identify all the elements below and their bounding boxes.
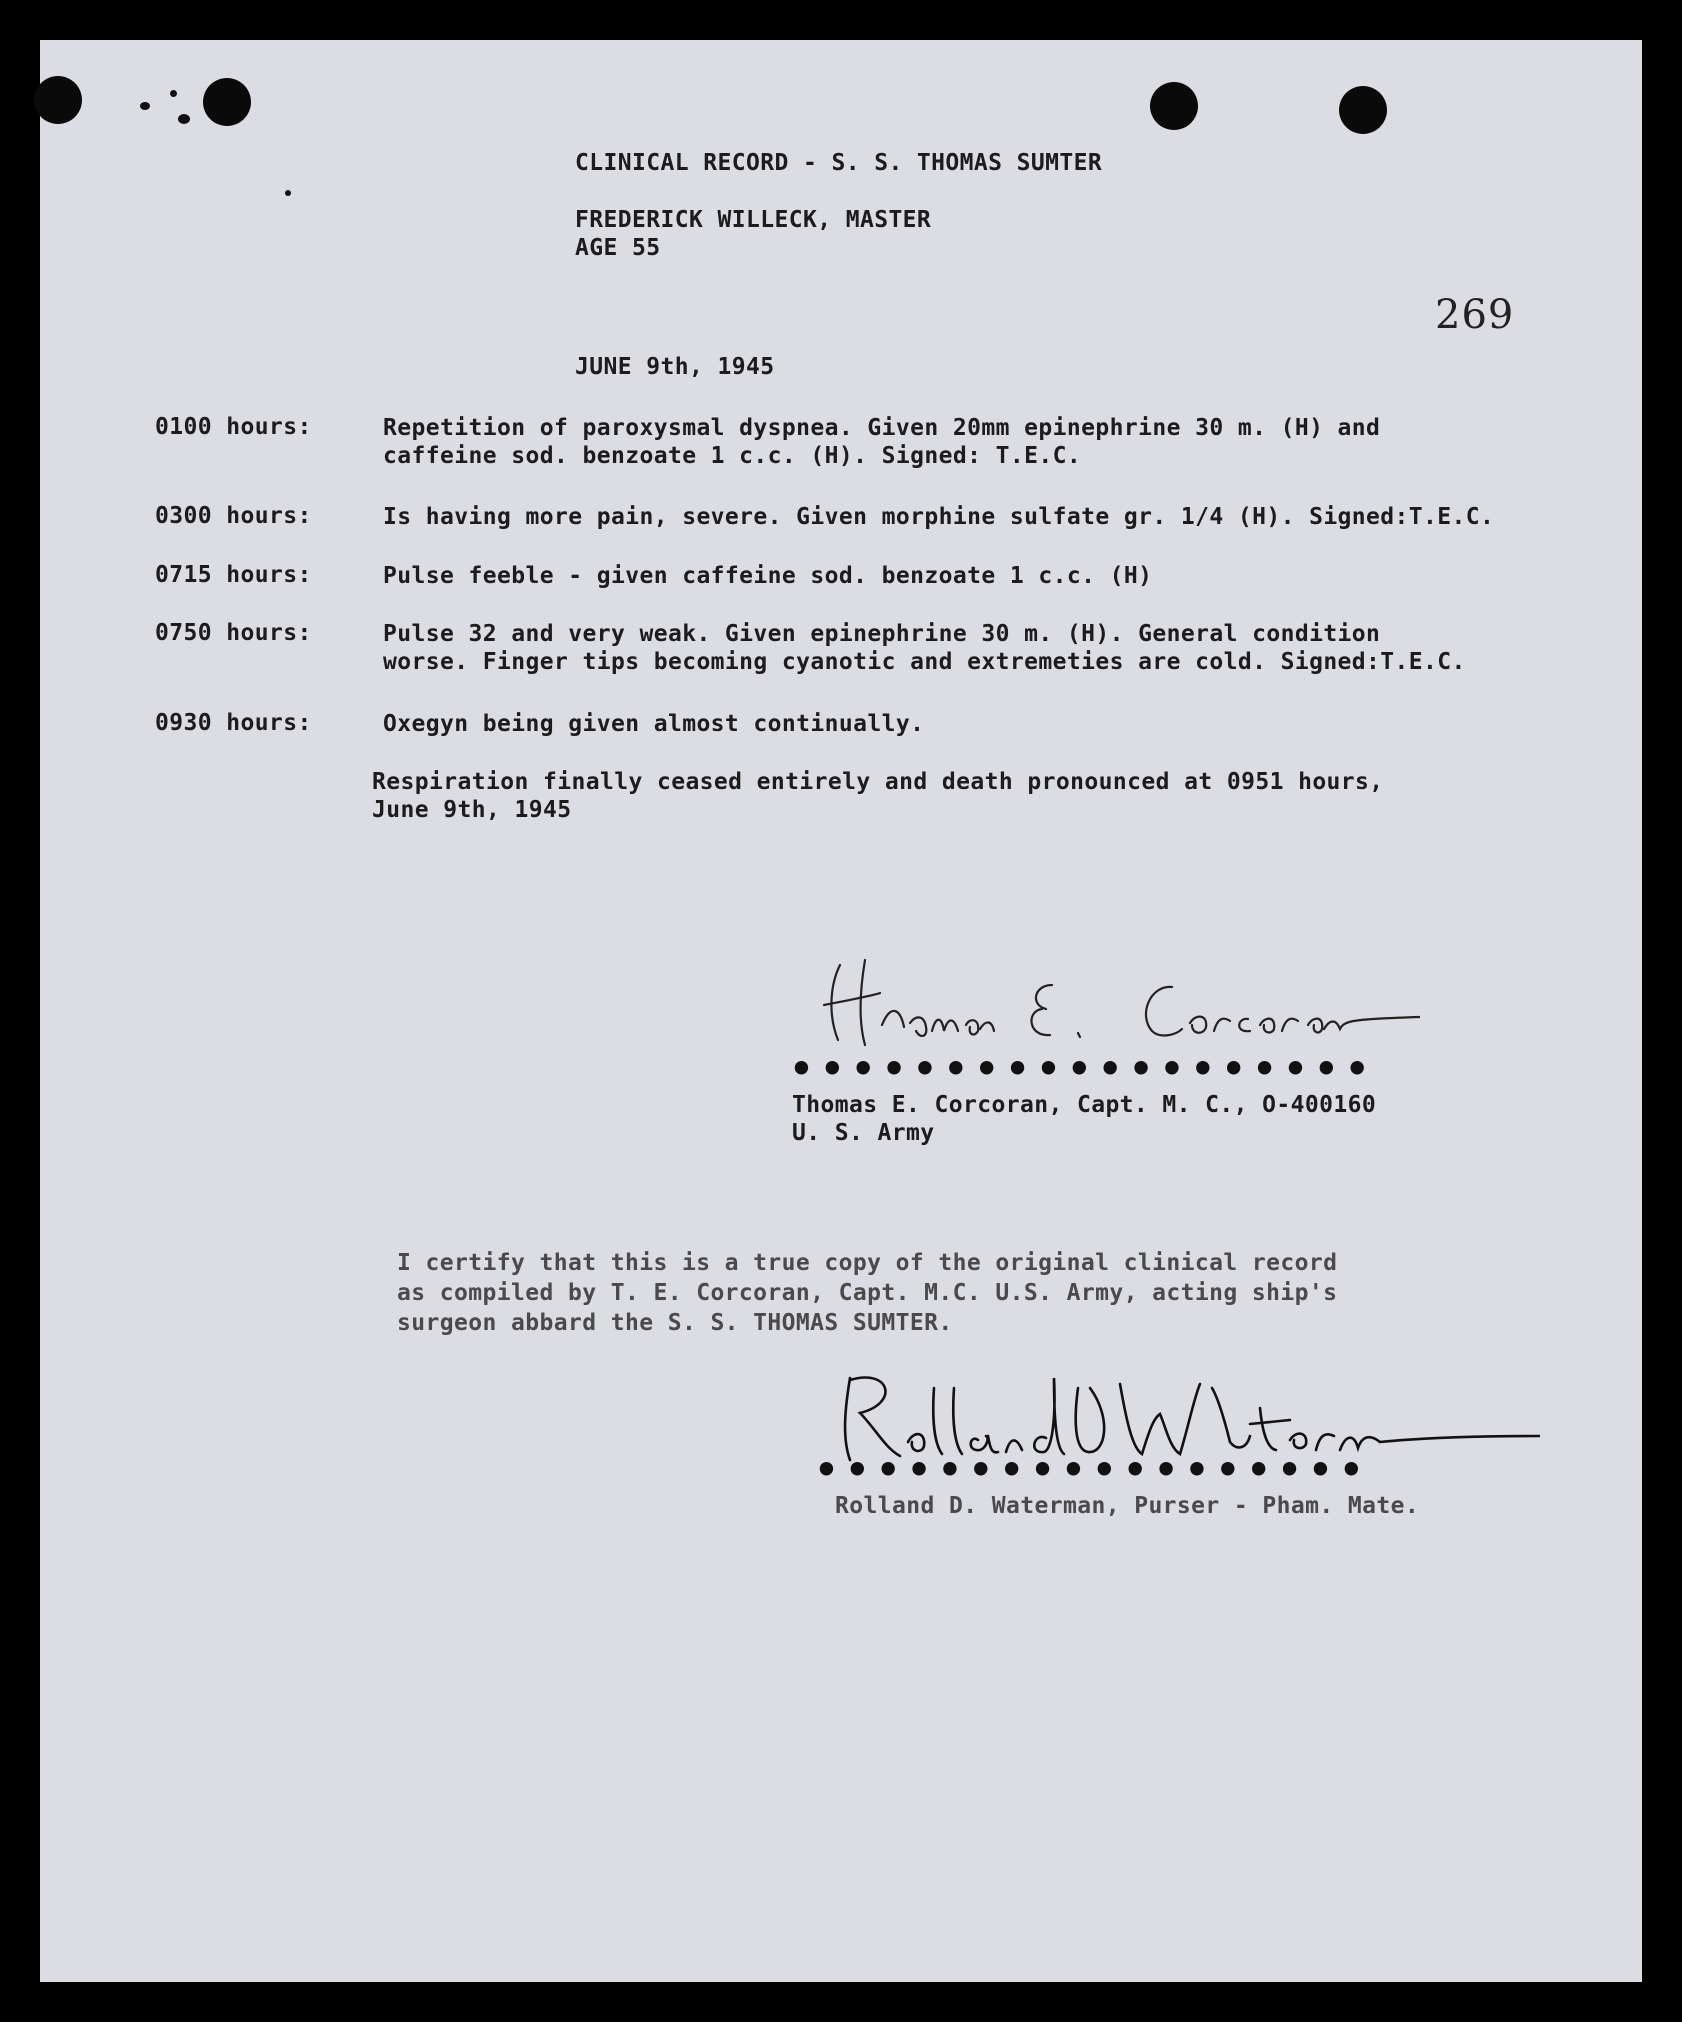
entry-line: Repetition of paroxysmal dyspnea. Given 20mm epinephrine 30 m. (H) and — [383, 415, 1381, 441]
entry-time: 0100 hours: — [155, 414, 312, 440]
ink-speck — [285, 190, 291, 196]
entry-line: caffeine sod. benzoate 1 c.c. (H). Signed: T.E.C. — [383, 443, 1082, 469]
patient-age: AGE 55 — [575, 235, 661, 261]
entry-text — [383, 710, 924, 738]
punch-hole-center-left — [203, 78, 251, 126]
ink-speck — [170, 90, 177, 97]
entry-text — [383, 620, 1466, 676]
ink-speck — [140, 102, 150, 110]
signature-dotted-line: ••••••••••••••••••• — [790, 1047, 1377, 1091]
entry-time: 0715 hours: — [155, 562, 312, 588]
patient-name: FREDERICK WILLECK, MASTER — [575, 207, 932, 233]
certification-text — [397, 1248, 1337, 1338]
conclusion-text — [372, 768, 1384, 824]
signer2-name: Rolland D. Waterman, Purser - Pham. Mate. — [835, 1493, 1420, 1519]
certification-line: I certify that this is a true copy of the original clinical record — [397, 1250, 1338, 1276]
entry-time: 0300 hours: — [155, 503, 312, 529]
entry-text — [383, 562, 1152, 590]
page-number: 269 — [1435, 292, 1515, 338]
punch-hole-left — [34, 76, 82, 124]
entry-line: Pulse 32 and very weak. Given epinephrine 30 m. (H). General condition — [383, 621, 1381, 647]
signature-corcoran — [820, 945, 1420, 1055]
entry-line: Pulse feeble - given caffeine sod. benzoate 1 c.c. (H) — [383, 563, 1153, 589]
certification-line: as compiled by T. E. Corcoran, Capt. M.C. U.S. Army, acting ship's — [397, 1280, 1338, 1306]
signer1-unit: U. S. Army — [792, 1120, 935, 1146]
entry-time: 0750 hours: — [155, 620, 312, 646]
certification-line: surgeon abbard the S. S. THOMAS SUMTER. — [397, 1310, 953, 1336]
entry-line: worse. Finger tips becoming cyanotic and extremeties are cold. Signed:T.E.C. — [383, 649, 1466, 675]
signer1-name: Thomas E. Corcoran, Capt. M. C., O-400160 — [792, 1092, 1377, 1118]
document-page — [40, 40, 1642, 1982]
entry-time: 0930 hours: — [155, 710, 312, 736]
punch-hole-right-2 — [1339, 86, 1387, 134]
punch-hole-right-1 — [1150, 82, 1198, 130]
entry-line: Is having more pain, severe. Given morphine sulfate gr. 1/4 (H). Signed:T.E.C. — [383, 504, 1495, 530]
signature-dotted-line: •••••••••••••••••• — [815, 1448, 1371, 1492]
entry-line: Oxegyn being given almost continually. — [383, 711, 925, 737]
entry-text — [383, 503, 1494, 531]
conclusion-line: Respiration finally ceased entirely and death pronounced at 0951 hours, — [372, 769, 1384, 795]
ink-speck — [178, 114, 190, 124]
conclusion-line: June 9th, 1945 — [372, 797, 572, 823]
record-title: CLINICAL RECORD - S. S. THOMAS SUMTER — [575, 150, 1103, 176]
entry-text — [383, 414, 1380, 470]
record-date: JUNE 9th, 1945 — [575, 354, 775, 380]
